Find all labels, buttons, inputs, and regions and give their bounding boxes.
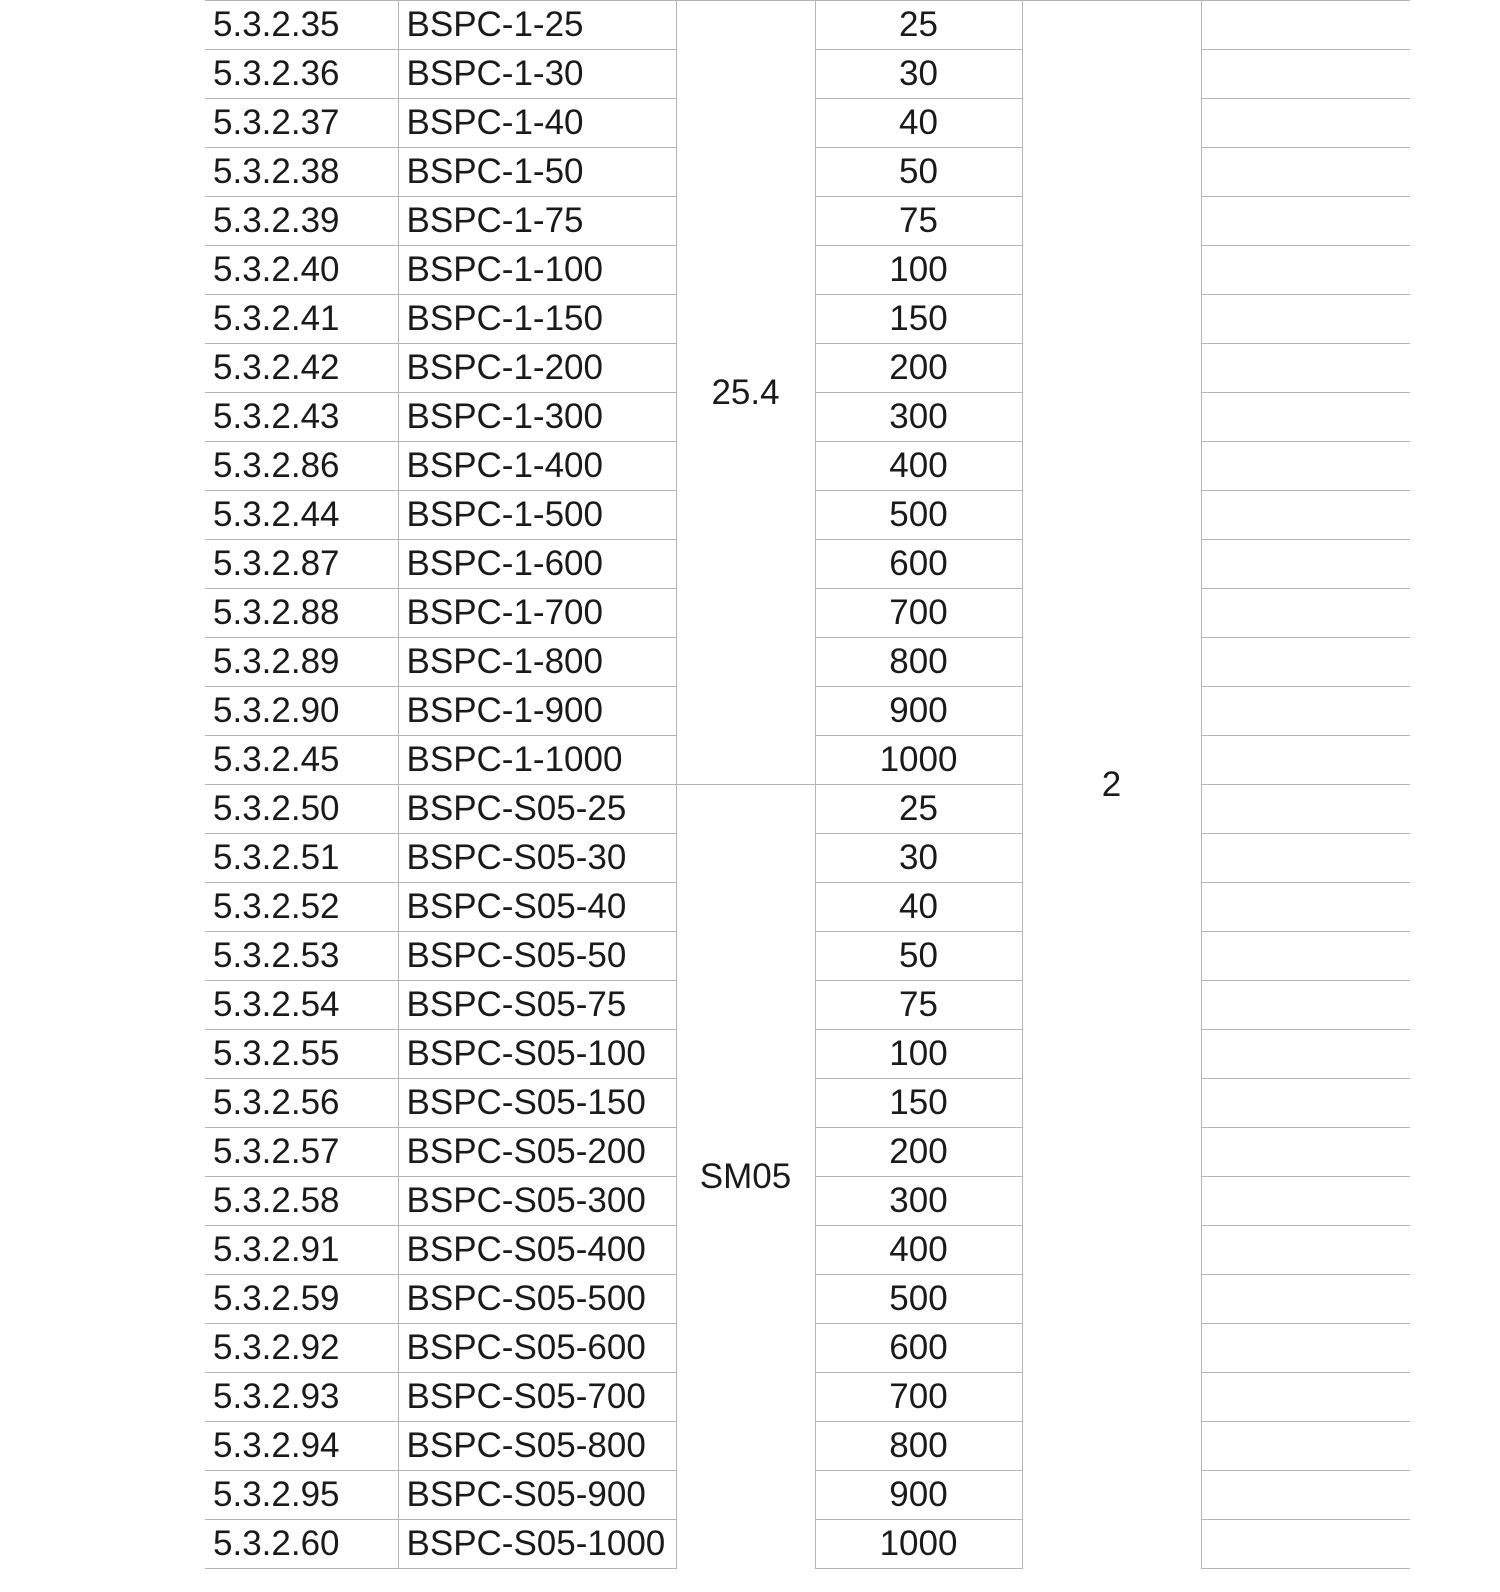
model-number-cell: BSPC-S05-100: [398, 1030, 676, 1079]
length-cell: 600: [815, 1324, 1022, 1373]
part-code-cell: 5.3.2.86: [205, 442, 398, 491]
length-cell: 500: [815, 491, 1022, 540]
empty-cell: [1201, 736, 1410, 785]
length-cell: 900: [815, 687, 1022, 736]
model-number-cell: BSPC-S05-30: [398, 834, 676, 883]
model-number-cell: BSPC-1-100: [398, 246, 676, 295]
part-code-cell: 5.3.2.39: [205, 197, 398, 246]
part-code-cell: 5.3.2.45: [205, 736, 398, 785]
model-number-cell: BSPC-1-30: [398, 50, 676, 99]
empty-cell: [1201, 981, 1410, 1030]
length-cell: 150: [815, 295, 1022, 344]
model-number-cell: BSPC-1-75: [398, 197, 676, 246]
diameter-cell: 25.4: [676, 1, 815, 785]
part-code-cell: 5.3.2.88: [205, 589, 398, 638]
part-code-cell: 5.3.2.37: [205, 99, 398, 148]
table-body: [205, 1, 1410, 1569]
length-cell: 50: [815, 148, 1022, 197]
empty-cell: [1201, 1079, 1410, 1128]
empty-cell: [1201, 1177, 1410, 1226]
thickness-cell: 2: [1022, 1, 1201, 1569]
part-code-cell: 5.3.2.54: [205, 981, 398, 1030]
product-spec-table: [205, 0, 1410, 1569]
part-code-cell: 5.3.2.60: [205, 1520, 398, 1569]
model-number-cell: BSPC-S05-800: [398, 1422, 676, 1471]
length-cell: 800: [815, 1422, 1022, 1471]
part-code-cell: 5.3.2.38: [205, 148, 398, 197]
part-code-cell: 5.3.2.43: [205, 393, 398, 442]
model-number-cell: BSPC-S05-1000: [398, 1520, 676, 1569]
part-code-cell: 5.3.2.90: [205, 687, 398, 736]
empty-cell: [1201, 1520, 1410, 1569]
empty-cell: [1201, 785, 1410, 834]
model-number-cell: BSPC-1-800: [398, 638, 676, 687]
empty-cell: [1201, 295, 1410, 344]
length-cell: 100: [815, 1030, 1022, 1079]
part-code-cell: 5.3.2.93: [205, 1373, 398, 1422]
model-number-cell: BSPC-S05-200: [398, 1128, 676, 1177]
model-number-cell: BSPC-1-500: [398, 491, 676, 540]
model-number-cell: BSPC-S05-50: [398, 932, 676, 981]
length-cell: 400: [815, 1226, 1022, 1275]
length-cell: 30: [815, 834, 1022, 883]
length-cell: 40: [815, 99, 1022, 148]
model-number-cell: BSPC-1-600: [398, 540, 676, 589]
diameter-cell: SM05: [676, 785, 815, 1569]
model-number-cell: BSPC-1-200: [398, 344, 676, 393]
empty-cell: [1201, 834, 1410, 883]
model-number-cell: BSPC-1-300: [398, 393, 676, 442]
part-code-cell: 5.3.2.55: [205, 1030, 398, 1079]
part-code-cell: 5.3.2.44: [205, 491, 398, 540]
part-code-cell: 5.3.2.52: [205, 883, 398, 932]
empty-cell: [1201, 1324, 1410, 1373]
length-cell: 800: [815, 638, 1022, 687]
model-number-cell: BSPC-1-40: [398, 99, 676, 148]
model-number-cell: BSPC-1-400: [398, 442, 676, 491]
model-number-cell: BSPC-S05-150: [398, 1079, 676, 1128]
model-number-cell: BSPC-S05-700: [398, 1373, 676, 1422]
part-code-cell: 5.3.2.95: [205, 1471, 398, 1520]
part-code-cell: 5.3.2.57: [205, 1128, 398, 1177]
length-cell: 40: [815, 883, 1022, 932]
empty-cell: [1201, 99, 1410, 148]
empty-cell: [1201, 1030, 1410, 1079]
empty-cell: [1201, 932, 1410, 981]
empty-cell: [1201, 393, 1410, 442]
length-cell: 600: [815, 540, 1022, 589]
empty-cell: [1201, 1471, 1410, 1520]
part-code-cell: 5.3.2.58: [205, 1177, 398, 1226]
length-cell: 1000: [815, 1520, 1022, 1569]
length-cell: 900: [815, 1471, 1022, 1520]
empty-cell: [1201, 148, 1410, 197]
length-cell: 75: [815, 981, 1022, 1030]
empty-cell: [1201, 883, 1410, 932]
part-code-cell: 5.3.2.35: [205, 1, 398, 50]
length-cell: 200: [815, 344, 1022, 393]
part-code-cell: 5.3.2.40: [205, 246, 398, 295]
model-number-cell: BSPC-S05-600: [398, 1324, 676, 1373]
model-number-cell: BSPC-S05-500: [398, 1275, 676, 1324]
length-cell: 700: [815, 589, 1022, 638]
model-number-cell: BSPC-S05-40: [398, 883, 676, 932]
empty-cell: [1201, 344, 1410, 393]
model-number-cell: BSPC-1-1000: [398, 736, 676, 785]
part-code-cell: 5.3.2.50: [205, 785, 398, 834]
empty-cell: [1201, 1275, 1410, 1324]
length-cell: 50: [815, 932, 1022, 981]
length-cell: 30: [815, 50, 1022, 99]
table-row: [205, 1, 1410, 50]
part-code-cell: 5.3.2.91: [205, 1226, 398, 1275]
empty-cell: [1201, 638, 1410, 687]
model-number-cell: BSPC-1-900: [398, 687, 676, 736]
part-code-cell: 5.3.2.41: [205, 295, 398, 344]
length-cell: 300: [815, 393, 1022, 442]
length-cell: 200: [815, 1128, 1022, 1177]
model-number-cell: BSPC-S05-25: [398, 785, 676, 834]
length-cell: 1000: [815, 736, 1022, 785]
part-code-cell: 5.3.2.51: [205, 834, 398, 883]
length-cell: 75: [815, 197, 1022, 246]
model-number-cell: BSPC-1-150: [398, 295, 676, 344]
part-code-cell: 5.3.2.56: [205, 1079, 398, 1128]
part-code-cell: 5.3.2.92: [205, 1324, 398, 1373]
length-cell: 500: [815, 1275, 1022, 1324]
empty-cell: [1201, 1373, 1410, 1422]
part-code-cell: 5.3.2.87: [205, 540, 398, 589]
length-cell: 25: [815, 785, 1022, 834]
empty-cell: [1201, 491, 1410, 540]
part-code-cell: 5.3.2.89: [205, 638, 398, 687]
length-cell: 25: [815, 1, 1022, 50]
length-cell: 100: [815, 246, 1022, 295]
model-number-cell: BSPC-S05-400: [398, 1226, 676, 1275]
model-number-cell: BSPC-1-50: [398, 148, 676, 197]
empty-cell: [1201, 1128, 1410, 1177]
length-cell: 150: [815, 1079, 1022, 1128]
empty-cell: [1201, 1422, 1410, 1471]
part-code-cell: 5.3.2.53: [205, 932, 398, 981]
length-cell: 300: [815, 1177, 1022, 1226]
part-code-cell: 5.3.2.42: [205, 344, 398, 393]
empty-cell: [1201, 540, 1410, 589]
empty-cell: [1201, 197, 1410, 246]
table-row: [205, 785, 1410, 834]
model-number-cell: BSPC-S05-75: [398, 981, 676, 1030]
model-number-cell: BSPC-1-700: [398, 589, 676, 638]
length-cell: 400: [815, 442, 1022, 491]
part-code-cell: 5.3.2.59: [205, 1275, 398, 1324]
empty-cell: [1201, 50, 1410, 99]
empty-cell: [1201, 687, 1410, 736]
length-cell: 700: [815, 1373, 1022, 1422]
empty-cell: [1201, 1, 1410, 50]
empty-cell: [1201, 589, 1410, 638]
empty-cell: [1201, 1226, 1410, 1275]
model-number-cell: BSPC-1-25: [398, 1, 676, 50]
empty-cell: [1201, 246, 1410, 295]
part-code-cell: 5.3.2.94: [205, 1422, 398, 1471]
model-number-cell: BSPC-S05-900: [398, 1471, 676, 1520]
part-code-cell: 5.3.2.36: [205, 50, 398, 99]
empty-cell: [1201, 442, 1410, 491]
model-number-cell: BSPC-S05-300: [398, 1177, 676, 1226]
